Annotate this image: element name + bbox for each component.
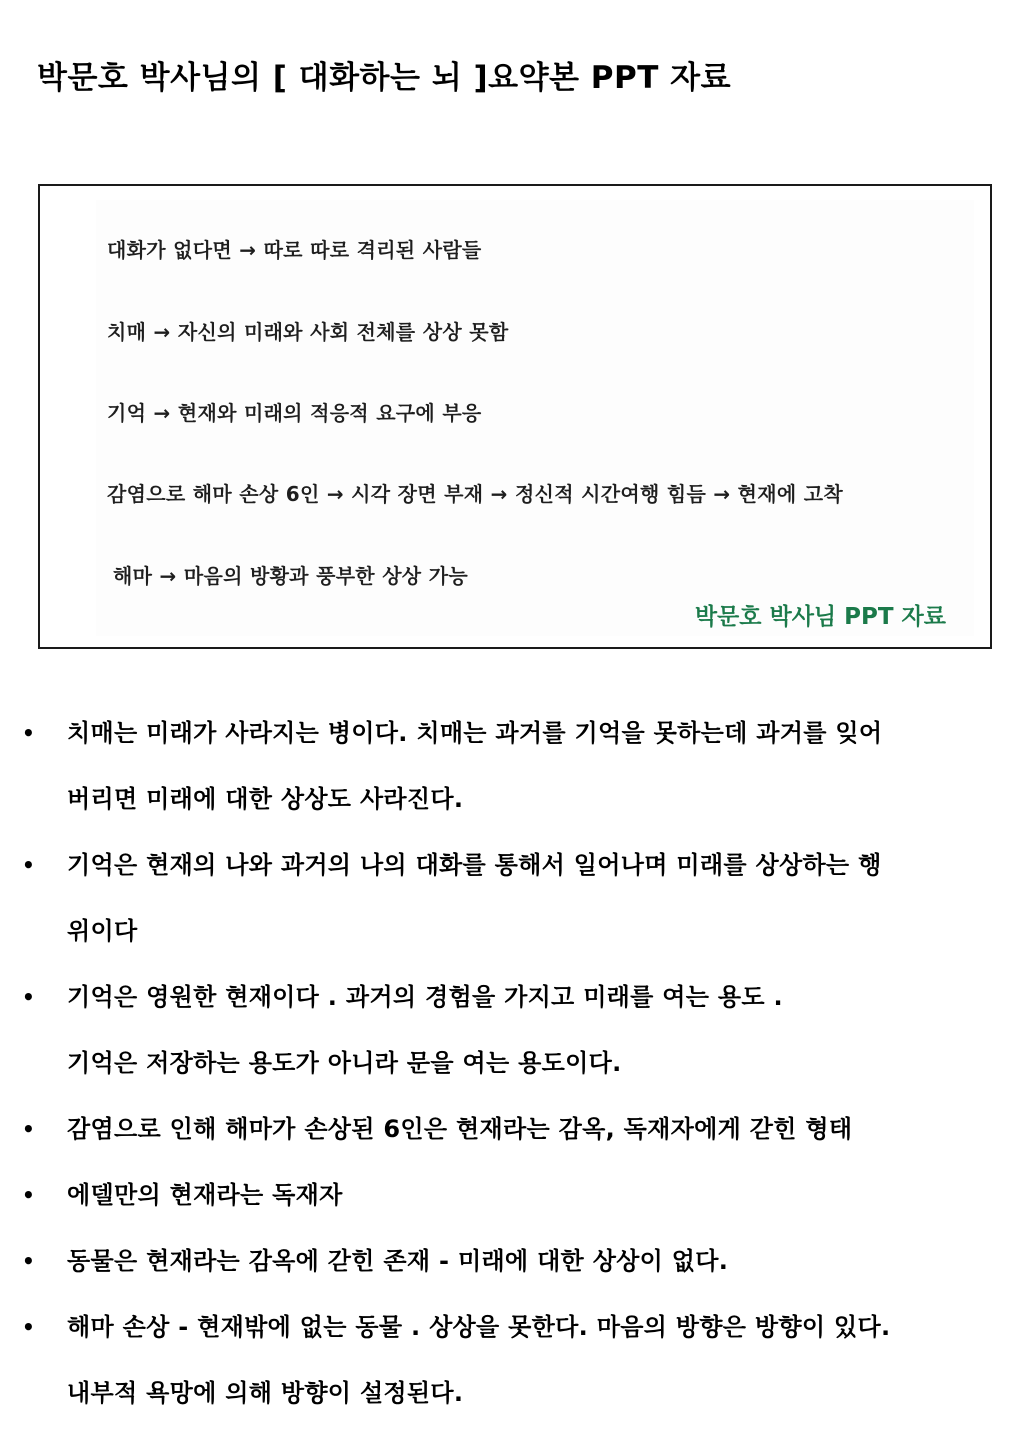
slide-line-4: 감염으로 해마 손상 6인 → 시각 장면 부재 → 정신적 시간여행 힘듬 → 현재에 고착 bbox=[107, 482, 844, 506]
bullet-dot-icon: • bbox=[22, 1117, 36, 1141]
slide-line-2: 치매 → 자신의 미래와 사회 전체를 상상 못함 bbox=[107, 320, 509, 344]
bullet-text: 기억은 영원한 현재이다 . 과거의 경험을 가지고 미래를 여는 용도 . bbox=[67, 983, 783, 1011]
bullet-text-continued: 기억은 저장하는 용도가 아니라 문을 여는 용도이다. bbox=[67, 1049, 622, 1077]
bullet-text: 동물은 현재라는 감옥에 갇힌 존재 - 미래에 대한 상상이 없다. bbox=[67, 1247, 729, 1275]
slide-credit: 박문호 박사님 PPT 자료 bbox=[694, 604, 946, 630]
bullet-item-4 bbox=[0, 1096, 1018, 1162]
bullet-text: 기억은 현재의 나와 과거의 나의 대화를 통해서 일어나며 미래를 상상하는 행 bbox=[67, 851, 882, 879]
bullet-text-continued: 버리면 미래에 대한 상상도 사라진다. bbox=[67, 785, 464, 813]
bullet-item-6 bbox=[0, 1228, 1018, 1294]
bullet-dot-icon: • bbox=[22, 1315, 36, 1339]
bullet-text: 에델만의 현재라는 독재자 bbox=[67, 1181, 343, 1209]
bullet-item-3 bbox=[0, 964, 1018, 1096]
page-title: 박문호 박사님의 [ 대화하는 뇌 ]요약본 PPT 자료 bbox=[37, 60, 732, 96]
bullet-item-1 bbox=[0, 700, 1018, 832]
ppt-slide-image bbox=[38, 184, 992, 649]
bullet-text: 치매는 미래가 사라지는 병이다. 치매는 과거를 기억을 못하는데 과거를 잊어 bbox=[67, 719, 883, 747]
bullet-text: 해마 손상 - 현재밖에 없는 동물 . 상상을 못한다. 마음의 방향은 방향이 있다. bbox=[67, 1313, 891, 1341]
bullet-dot-icon: • bbox=[22, 721, 36, 745]
slide-line-3: 기억 → 현재와 미래의 적응적 요구에 부응 bbox=[107, 401, 482, 425]
bullet-text: 감염으로 인해 해마가 손상된 6인은 현재라는 감옥, 독재자에게 갇힌 형태 bbox=[67, 1115, 853, 1143]
bullet-item-7 bbox=[0, 1294, 1018, 1426]
slide-line-1: 대화가 없다면 → 따로 따로 격리된 사람들 bbox=[107, 238, 482, 262]
bullet-dot-icon: • bbox=[22, 1183, 36, 1207]
bullet-item-5 bbox=[0, 1162, 1018, 1228]
bullet-item-2 bbox=[0, 832, 1018, 964]
summary-bullet-list bbox=[0, 700, 1018, 1426]
bullet-text-continued: 위이다 bbox=[67, 917, 138, 945]
slide-line-5: 해마 → 마음의 방황과 풍부한 상상 가능 bbox=[113, 564, 468, 588]
bullet-dot-icon: • bbox=[22, 1249, 36, 1273]
bullet-text-continued: 내부적 욕망에 의해 방향이 설정된다. bbox=[67, 1379, 464, 1407]
bullet-dot-icon: • bbox=[22, 853, 36, 877]
bullet-dot-icon: • bbox=[22, 985, 36, 1009]
